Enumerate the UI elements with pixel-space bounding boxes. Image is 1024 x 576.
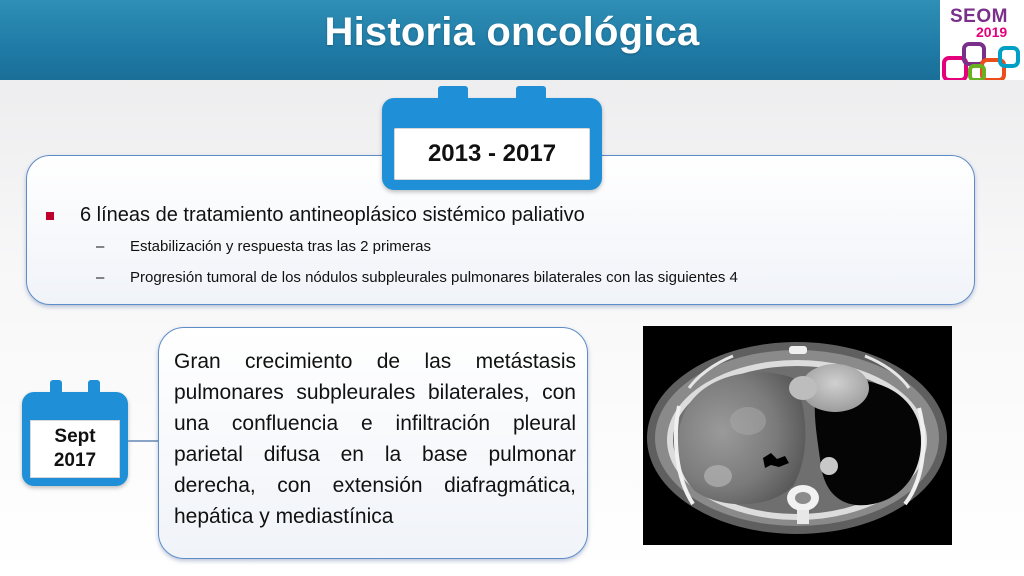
main-bullet xyxy=(46,204,585,227)
event-year: 2017 xyxy=(53,450,97,471)
calendar-icon-event xyxy=(22,392,128,486)
sub-bullet-text: Estabilización y respuesta tras las 2 primeras xyxy=(130,238,431,255)
page-title: Historia oncológica xyxy=(324,10,700,54)
sub-bullet-text: Progresión tumoral de los nódulos subpleurales pulmonares bilaterales con las siguientes 4 xyxy=(130,269,738,286)
logo-shapes-icon xyxy=(940,38,1024,80)
ct-scan-drawing xyxy=(643,326,952,545)
main-bullet-text: 6 líneas de tratamiento antineoplásico sistémico paliativo xyxy=(80,204,585,226)
logo-text-year: 2019 xyxy=(976,24,1008,40)
calendar-ring xyxy=(516,86,546,110)
calendar-icon-period xyxy=(382,98,602,190)
dash-marker: – xyxy=(96,269,105,286)
calendar-ring xyxy=(50,380,62,402)
logo-text-seom: SEOM xyxy=(950,6,1008,27)
period-label: 2013 - 2017 xyxy=(394,128,590,180)
event-date xyxy=(30,420,120,478)
seom-logo xyxy=(940,0,1024,80)
calendar-ring xyxy=(88,380,100,402)
event-description-text: Gran crecimiento de las metástasis pulmonares subpleurales bilaterales, con una confluencia e infiltración pleural parietal difusa en la base pulmonar derecha, con extensión diafragmática, hepática y mediastínica xyxy=(174,350,576,528)
calendar-ring xyxy=(438,86,468,110)
connector-line xyxy=(128,440,160,442)
square-bullet-icon xyxy=(46,212,54,220)
ct-scan-image xyxy=(643,326,952,545)
sub-bullet xyxy=(96,238,431,255)
dash-marker: – xyxy=(96,238,105,255)
event-month: Sept xyxy=(54,426,96,447)
sub-bullet xyxy=(96,269,738,286)
